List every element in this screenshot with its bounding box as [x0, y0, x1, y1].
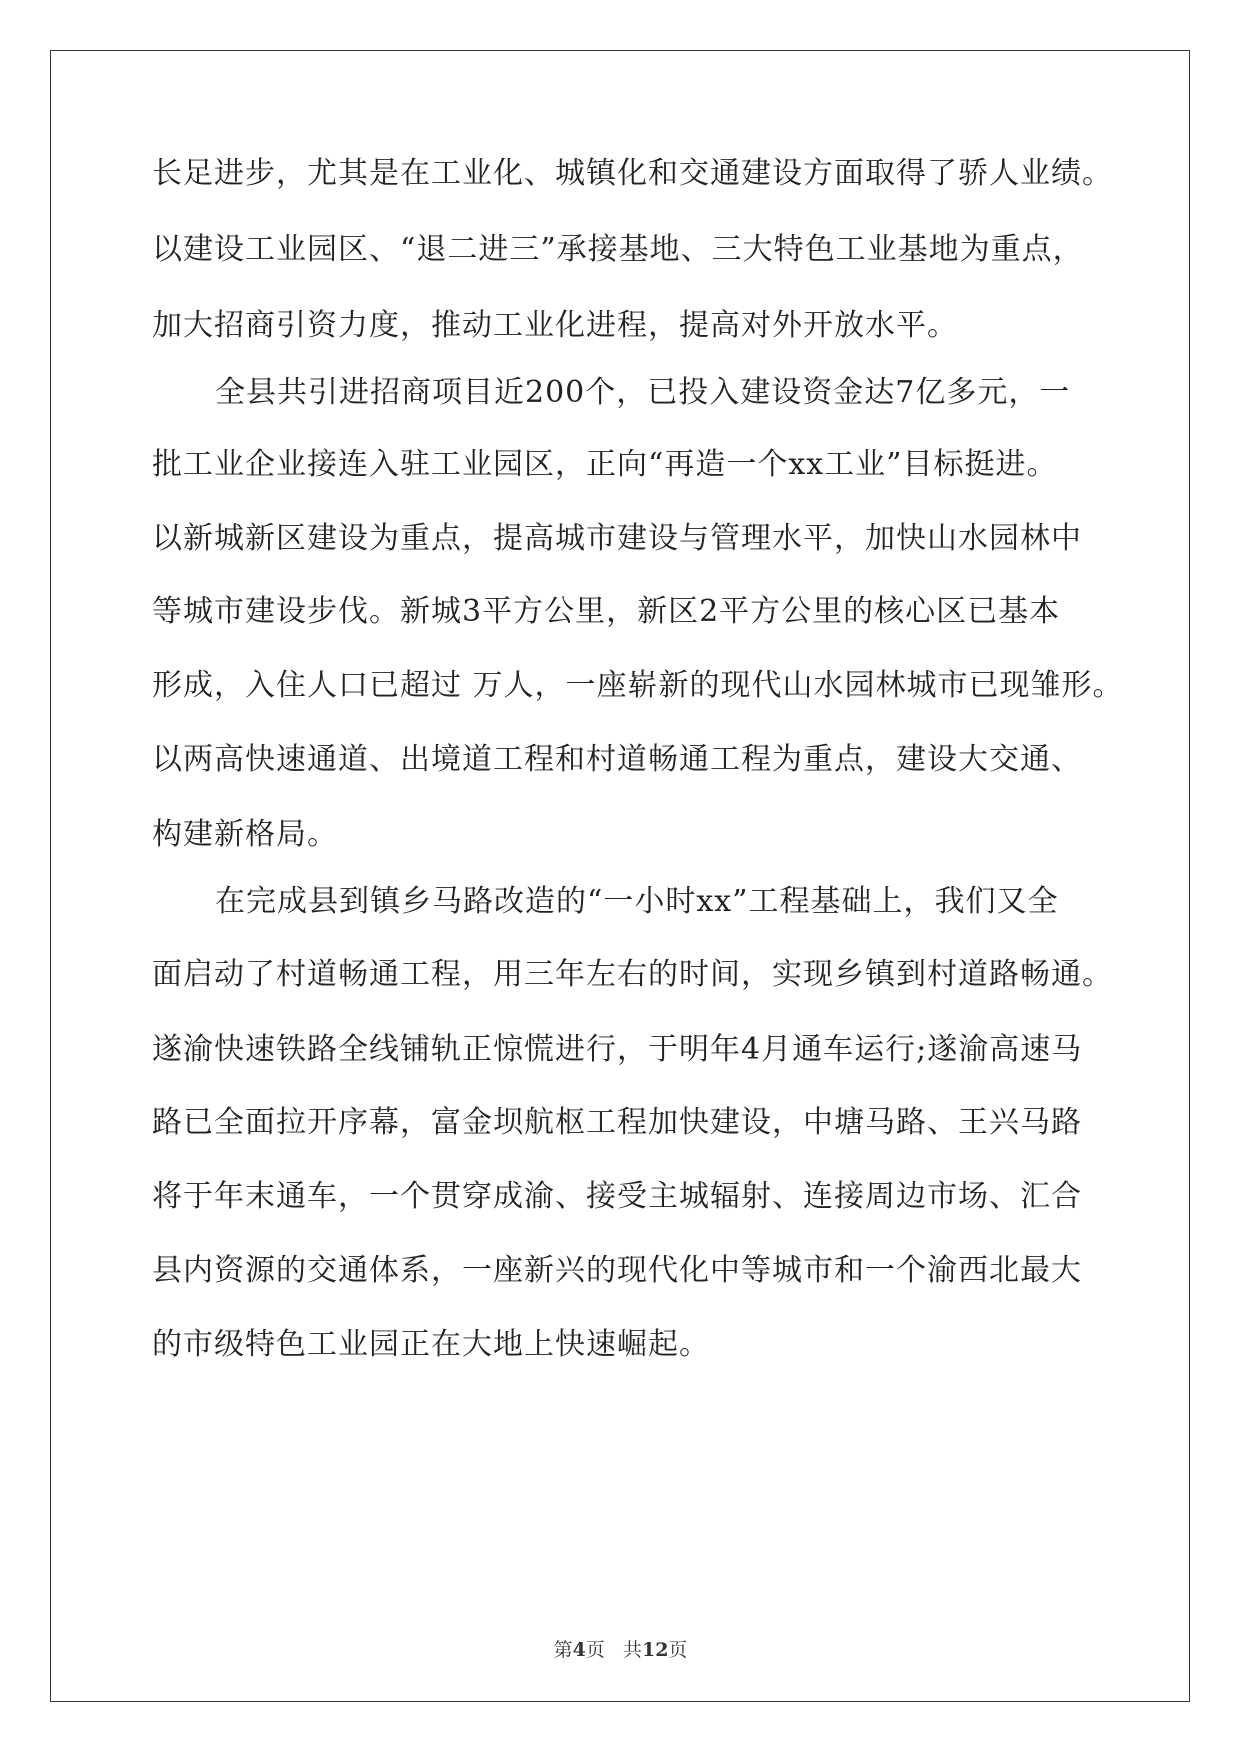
body-line-10: 构建新格局。 — [152, 817, 338, 852]
total-suffix: 页 — [668, 1639, 688, 1661]
body-line-3: 加大招商引资力度，推动工业化进程，提高对外开放水平。 — [152, 308, 958, 343]
body-line-8: 形成，入住人口已超过 万人，一座崭新的现代山水园林城市已现雏形。 — [152, 668, 1124, 703]
body-line-2: 以建设工业园区、“退二进三”承接基地、三大特色工业基地为重点， — [152, 232, 1084, 267]
body-line-7: 等城市建设步伐。新城3平方公里，新区2平方公里的核心区已基本 — [152, 594, 1061, 629]
body-line-12: 面启动了村道畅通工程，用三年左右的时间，实现乡镇到村道路畅通。 — [152, 957, 1113, 992]
body-line-13: 遂渝快速铁路全线铺轨正惊慌进行，于明年4月通车运行;遂渝高速马 — [152, 1032, 1083, 1067]
body-line-16: 县内资源的交通体系，一座新兴的现代化中等城市和一个渝西北最大 — [152, 1253, 1082, 1288]
body-line-4: 全县共引进招商项目近200个，已投入建设资金达7亿多元，一 — [215, 375, 1071, 410]
total-pages: 12 — [641, 1639, 669, 1661]
page-suffix: 页 — [585, 1639, 605, 1661]
body-line-14: 路已全面拉开序幕，富金坝航枢工程加快建设，中塘马路、王兴马路 — [152, 1105, 1082, 1140]
body-line-5: 批工业企业接连入驻工业园区，正向“再造一个xx工业”目标挺进。 — [152, 447, 1058, 482]
page-border — [50, 50, 1190, 1702]
page-prefix: 第 — [553, 1639, 573, 1661]
body-line-15: 将于年末通车，一个贯穿成渝、接受主城辐射、连接周边市场、汇合 — [152, 1179, 1082, 1214]
body-line-6: 以新城新区建设为重点，提高城市建设与管理水平，加快山水园林中 — [152, 521, 1082, 556]
page-footer — [0, 1635, 1241, 1662]
total-prefix: 共 — [622, 1639, 642, 1661]
body-line-11: 在完成县到镇乡马路改造的“一小时xx”工程基础上，我们又全 — [215, 884, 1059, 919]
body-line-17: 的市级特色工业园正在大地上快速崛起。 — [152, 1327, 710, 1362]
page-number: 4 — [572, 1639, 586, 1661]
body-line-9: 以两高快速通道、出境道工程和村道畅通工程为重点，建设大交通、 — [152, 742, 1082, 777]
body-line-1: 长足进步，尤其是在工业化、城镇化和交通建设方面取得了骄人业绩。 — [152, 156, 1113, 191]
